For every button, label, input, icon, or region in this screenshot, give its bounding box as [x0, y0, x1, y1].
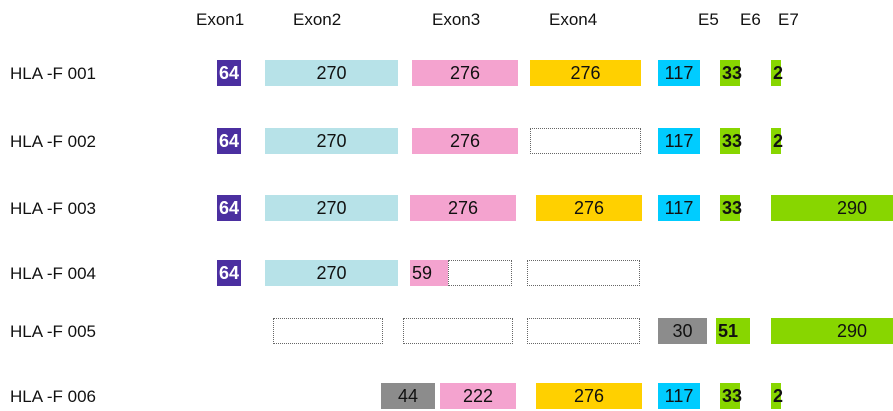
exon4-block: 276	[530, 60, 641, 86]
exon2-block: 270	[265, 195, 398, 221]
e5-block: 117	[658, 128, 700, 154]
exon3-block: 276	[412, 128, 518, 154]
exon4-block: 276	[536, 195, 642, 221]
missing-exon-block	[448, 260, 512, 286]
exon1-block: 64	[217, 260, 241, 286]
e5-block: 117	[658, 383, 700, 409]
e6-block: 33	[720, 195, 740, 221]
row-label: HLA -F 002	[10, 132, 96, 151]
row-label: HLA -F 003	[10, 199, 96, 218]
gray-block: 44	[381, 383, 435, 409]
exon1-block: 64	[217, 128, 241, 154]
row-label: HLA -F 001	[10, 64, 96, 83]
exon4-block: 276	[536, 383, 642, 409]
missing-exon-block	[527, 260, 640, 286]
header-exon1: Exon1	[196, 10, 245, 29]
missing-exon-block	[530, 128, 641, 154]
header-e7: E7	[778, 10, 799, 29]
e6-block: 51	[716, 318, 750, 344]
e7-block: 2	[771, 128, 781, 154]
missing-exon-block	[403, 318, 513, 344]
exon3-block: 276	[410, 195, 516, 221]
e5-block: 117	[658, 60, 700, 86]
e7-block: 2	[771, 60, 781, 86]
header-exon4: Exon4	[549, 10, 598, 29]
header-e6: E6	[740, 10, 761, 29]
exon3-block: 222	[440, 383, 516, 409]
e6-block: 33	[720, 128, 740, 154]
row-label: HLA -F 005	[10, 322, 96, 341]
row-label: HLA -F 004	[10, 264, 96, 283]
e5-block: 117	[658, 195, 700, 221]
header-exon2: Exon2	[293, 10, 342, 29]
e6-block: 33	[720, 383, 740, 409]
e6-block: 33	[720, 60, 740, 86]
missing-exon-block	[273, 318, 383, 344]
e7-block: 290	[771, 195, 893, 221]
gray-block: 30	[658, 318, 707, 344]
exon3-block: 59	[410, 260, 448, 286]
exon2-block: 270	[265, 260, 398, 286]
e7-block: 290	[771, 318, 893, 344]
header-e5: E5	[698, 10, 719, 29]
row-label: HLA -F 006	[10, 387, 96, 406]
exon1-block: 64	[217, 195, 241, 221]
exon2-block: 270	[265, 60, 398, 86]
missing-exon-block	[527, 318, 640, 344]
exon2-block: 270	[265, 128, 398, 154]
e7-block: 2	[771, 383, 781, 409]
exon3-block: 276	[412, 60, 518, 86]
exon1-block: 64	[217, 60, 241, 86]
header-exon3: Exon3	[432, 10, 481, 29]
